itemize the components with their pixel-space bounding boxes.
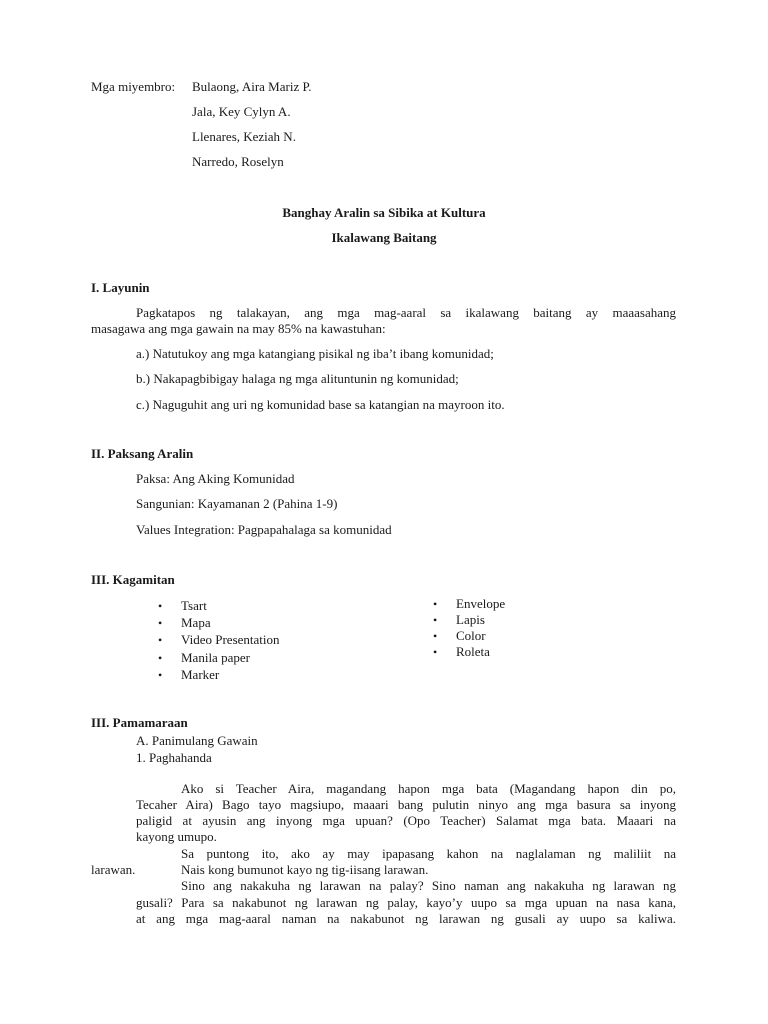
sanggunian-text: Sangunian: Kayamanan 2 (Pahina 1-9) <box>136 496 338 511</box>
layunin-intro-line: masagawa ang mga gawain na may 85% na kawastuhan: <box>91 321 386 336</box>
paragraph-line: Nais kong bumunot kayo ng tig-iisang larawan. <box>181 862 429 877</box>
subheading-panimulang-gawain: A. Panimulang Gawain <box>136 733 258 748</box>
paragraph-line: at ang mga mag-aaral naman na nakabunot ng larawan ng gusali ay uupo sa kaliwa. <box>136 911 676 926</box>
section-heading-kagamitan: III. Kagamitan <box>91 572 175 587</box>
members-label: Mga miyembro: <box>91 79 176 94</box>
paragraph-line: gusali? Para sa nakabunot ng larawan ng palay, kayo’y uupo sa mga upuan na nasa kana, <box>136 895 676 910</box>
paksa-text: Paksa: Ang Aking Komunidad <box>136 471 295 486</box>
paragraph-line: Sa puntong ito, ako ay may ipapasang kahon na naglalaman ng maliliit na <box>181 846 676 861</box>
paragraph-line: Tecaher Aira) Bago tayo magsiupo, maaari bang pulutin ninyo ang mga basura sa inyong <box>136 797 676 812</box>
paragraph-line: kayong umupo. <box>136 829 217 844</box>
materials-list-item: • Manila paper <box>181 650 250 666</box>
paragraph-line: Ako si Teacher Aira, magandang hapon mga bata (Magandang hapon din po, <box>181 781 676 796</box>
document-title: Banghay Aralin sa Sibika at Kultura <box>282 205 486 220</box>
objective-item: b.) Nakapagbibigay halaga ng mga alituntunin ng komunidad; <box>136 371 459 386</box>
values-integration-text: Values Integration: Pagpapahalaga sa komunidad <box>136 522 392 537</box>
materials-list-item: • Tsart <box>181 598 207 614</box>
layunin-intro-line: Pagkatapos ng talakayan, ang mga mag-aaral sa ikalawang baitang ay maaasahang <box>136 305 676 320</box>
materials-list-item: • Mapa <box>181 615 211 631</box>
subheading-paghahanda: 1. Paghahanda <box>136 750 212 765</box>
section-heading-paksang-aralin: II. Paksang Aralin <box>91 446 194 461</box>
materials-list-item: • Roleta <box>456 644 490 660</box>
materials-list-item: • Marker <box>181 667 219 683</box>
paragraph-line: larawan. <box>91 862 136 877</box>
objective-item: c.) Naguguhit ang uri ng komunidad base sa katangian na mayroon ito. <box>136 397 505 412</box>
materials-list-item: • Envelope <box>456 596 505 612</box>
section-heading-layunin: I. Layunin <box>91 280 150 295</box>
member-name: Narredo, Roselyn <box>192 154 284 169</box>
paragraph-line: Sino ang nakakuha ng larawan na palay? Sino naman ang nakakuha ng larawan ng <box>181 878 676 893</box>
section-heading-pamamaraan: III. Pamamaraan <box>91 715 188 730</box>
objective-item: a.) Natutukoy ang mga katangiang pisikal ng iba’t ibang komunidad; <box>136 346 494 361</box>
materials-list-item: • Lapis <box>456 612 485 628</box>
materials-list-item: • Color <box>456 628 486 644</box>
document-subtitle: Ikalawang Baitang <box>331 230 437 245</box>
materials-list-item: • Video Presentation <box>181 632 280 648</box>
paragraph-line: paligid at ayusin ang inyong mga upuan? (Opo Teacher) Salamat mga bata. Maaari na <box>136 813 676 828</box>
member-name: Jala, Key Cylyn A. <box>192 104 291 119</box>
member-name: Bulaong, Aira Mariz P. <box>192 79 312 94</box>
member-name: Llenares, Keziah N. <box>192 129 296 144</box>
